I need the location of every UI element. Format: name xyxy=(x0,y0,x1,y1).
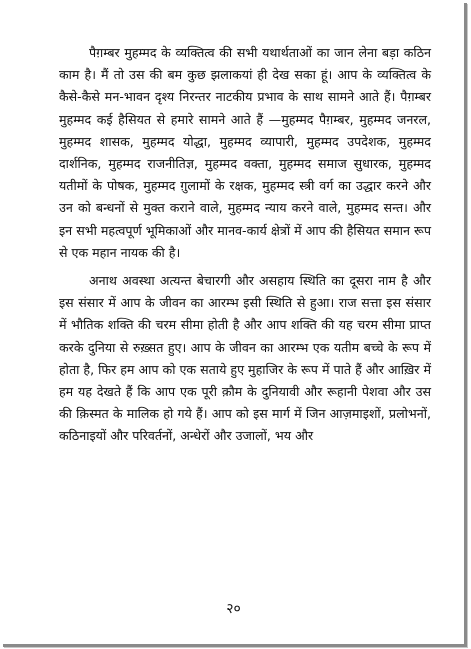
page-body xyxy=(59,42,431,448)
page-number: २० xyxy=(226,601,241,617)
paragraph-1: पैग़म्बर मुहम्मद के व्यक्तित्व की सभी यथार्थताओं का जान लेना बड़ा कठिन काम है। मैं तो उस की बम कुछ झलाकयां ही देख सका हूं। आप के व्यक्तित्व के कैसे-कैसे मन-भावन दृश्य निरन्तर नाटकीय प्रभाव के साथ सामने आते हैं। पैग़म्बर मुहम्मद कई हैसियत से हमारे सामने आते हैं —मुहम्मद पैग़म्बर, मुहम्मद जनरल, मुहम्मद शासक, मुहम्मद योद्धा, मुहम्मद व्यापारी, मुहम्मद उपदेशक, मुहम्मद दार्शनिक, मुहम्मद राजनीतिज्ञ, मुहम्मद वक्ता, मुहम्मद समाज सुधारक, मुहम्मद यतीमों के पोषक, मुहम्मद ग़ुलामों के रक्षक, मुहम्मद स्त्री वर्ग का उद्धार करने और उन को बन्धनों से मुक्त कराने वाले, मुहम्मद न्याय करने वाले, मुहम्मद सन्त। और इन सभी महत्वपूर्ण भूमिकाओं और मानव-कार्य क्षेत्रों में आप की हैसियत समान रूप से एक महान नायक की है। xyxy=(59,45,431,260)
document-page xyxy=(3,3,467,647)
paragraph-2: अनाथ अवस्था अत्यन्त बेचारगी और असहाय स्थिति का दूसरा नाम है और इस संसार में आप के जीवन का आरम्भ इसी स्थिति से हुआ। राज सत्ता इस संसार में भौतिक शक्ति की चरम सीमा होती है और आप शक्ति की यह चरम सीमा प्राप्त करके दुनिया से रुख़्सत हुए। आप के जीवन का आरम्भ एक यतीम बच्चे के रूप में होता है, फिर हम आप को एक सताये हुए मुहाजिर के रूप में पाते हैं और आख़िर में हम यह देखते हैं कि आप एक पूरी क़ौम के दुनियावी और रूहानी पेशवा और उस की क़िस्मत के मालिक हो गये हैं। आप को इस मार्ग में जिन आज़माइशों, प्रलोभनों, कठिनाइयों और परिवर्तनों, अन्धेरों और उजालों, भय और xyxy=(59,273,431,444)
